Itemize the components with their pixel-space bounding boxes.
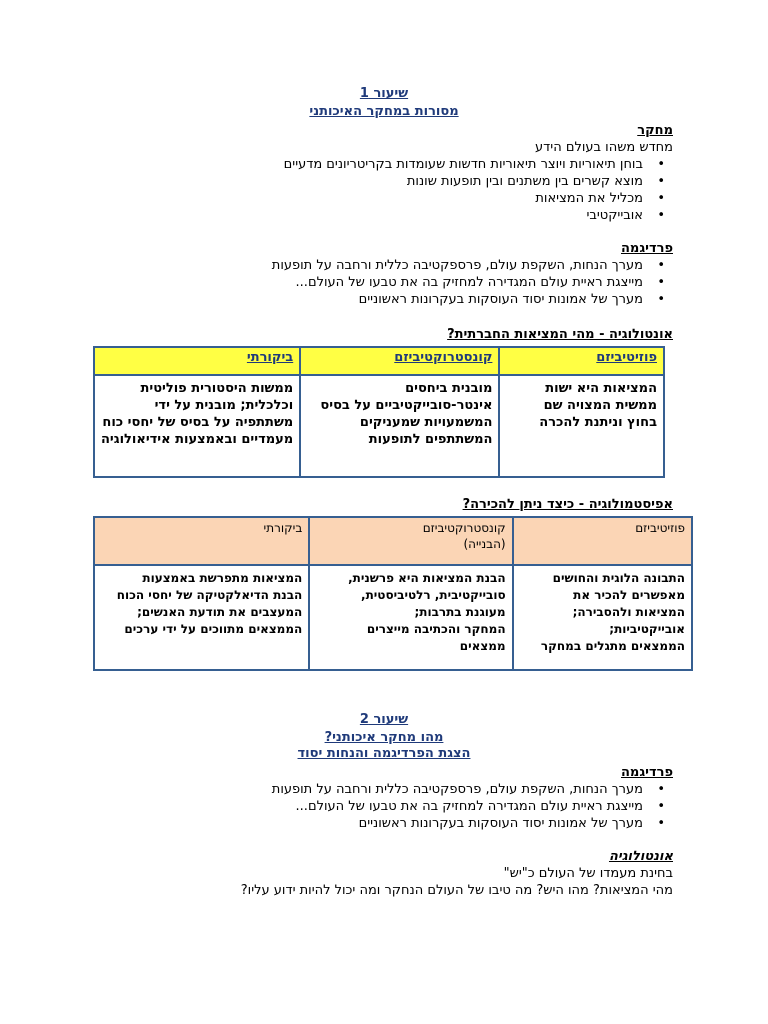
table-header-cell [94,517,309,565]
ontology2-line: בחינת מעמדו של העולם כ"יש" [503,866,673,881]
ontology-table [93,346,665,478]
table-header-cell [309,517,512,565]
cell-line: המשתתפים לתופעות [368,432,493,447]
table-cell [94,565,309,670]
table-header-cell [499,347,664,375]
cell-line: המחקר והכתיבה מייצרים [366,622,506,636]
lesson1-title: שיעור 1 [359,86,409,101]
lesson2-subtitle: מהו מחקר איכותני? [324,730,444,745]
lesson2-subtitle2: הצגת הפרדיגמה והנחות יסוד [297,746,471,761]
lesson2-title: שיעור 2 [359,712,409,727]
table-cell [309,565,512,670]
cell-line: סובייקטיבית, רלטיביסטית, [361,588,506,602]
cell-line: אינטר-סובייקטיביים על בסיס [320,398,493,413]
research-bullet: • בוחן תיאוריות ויוצר תיאוריות חדשות שעומדות בקריטריונים מדעיים [73,156,673,173]
cell-line: המשמעויות שמעניקים [359,415,493,430]
cell-line: המציאות מתפרשת באמצעות [142,571,303,585]
cell-line: מעוגנת בתרבות; [414,605,506,619]
cell-line: הממצאים מתגלים במחקר [540,639,685,653]
ontology2-heading: אונטולוגיה [608,849,673,864]
cell-line: ממשית המצויה שם [543,398,657,413]
paradigm2-section [73,764,673,832]
table-cell [94,375,300,477]
header-text: קונסטרוקטיביזם [422,521,506,535]
lesson1-subtitle: מסורות במחקר האיכותני [309,104,459,119]
research-heading: מחקר [637,123,673,138]
ontology-table-caption: אונטולוגיה - מהי המציאות החברתית? [447,327,673,342]
cell-line: מעמדיים ובאמצעות אידיאולוגיה [101,432,294,447]
cell-line: משתתפיה על בסיס של יחסי כוח [102,415,294,430]
paradigm1-bullet: • מערך הנחות, השקפת עולם, פרספקטיבה כללית ורחבה על תופעות [73,257,673,274]
paradigm2-bullet: • מערך של אמונות יסוד העוסקות בעקרונות ראשוניים [73,815,673,832]
cell-line: אובייקטיביות; [609,622,685,636]
paradigm1-section [73,240,673,308]
cell-line: המציאות ולהסבירה; [572,605,685,619]
table-cell [499,375,664,477]
header-text: קונסטרוקטיביזם [394,350,493,365]
table-header-row [94,347,664,375]
cell-line: בחוץ וניתנת להכרה [539,415,657,430]
cell-line: הבנת הדיאלקטיקה של יחסי הכוח [116,588,303,602]
paradigm2-heading: פרדיגמה [621,765,673,780]
header-text: (הבנייה) [463,537,506,551]
cell-line: ממשות היסטורית פוליטית [140,381,294,396]
table-header-cell [300,347,499,375]
header-text: ביקורתי [263,521,303,535]
header-text: פוזיטיביזם [596,350,657,365]
cell-line: מאפשרים להכיר את [573,588,685,602]
paradigm1-bullet: • מייצגת ראיית עולם המגדירה למחזיק בה את טבעו של העולם... [73,274,673,291]
cell-line: המציאות היא ישות [545,381,657,396]
research-bullet: • מכליל את המציאות [73,190,673,207]
cell-line: הממצאים מתווכים על ידי ערכים [124,622,303,636]
paradigm1-bullet: • מערך של אמונות יסוד העוסקות בעקרונות ראשוניים [73,291,673,308]
research-intro: מחדש משהו בעולם הידע [535,140,673,155]
paradigm2-bullet: • מייצגת ראיית עולם המגדירה למחזיק בה את טבעו של העולם... [73,798,673,815]
cell-line: וכלכלית; מובנית על ידי [154,398,294,413]
ontology2-section [73,848,673,899]
cell-line: הבנת המציאות היא פרשנית, [348,571,506,585]
table-cell [513,565,692,670]
cell-line: ממצאים [459,639,506,653]
cell-line: מובנית ביחסים [405,381,493,396]
cell-line: המעצבים את תודעת האנשים; [137,605,303,619]
epistemology-table-caption: אפיסטמולוגיה - כיצד ניתן להכירה? [462,497,673,512]
table-cell [300,375,499,477]
table-header-row [94,517,692,565]
table-row [94,565,692,670]
cell-line: התבונה הלוגית והחושים [552,571,685,585]
research-section [73,122,673,224]
research-bullet: • מוצא קשרים בין משתנים ובין תופעות שונות [73,173,673,190]
table-header-cell [513,517,692,565]
epistemology-table [93,516,693,671]
table-header-cell [94,347,300,375]
header-text: פוזיטיביזם [635,521,685,535]
table-row [94,375,664,477]
paradigm2-bullet: • מערך הנחות, השקפת עולם, פרספקטיבה כללית ורחבה על תופעות [73,781,673,798]
ontology2-line: מהי המציאות? מהו היש? מה טיבו של העולם הנחקר ומה יכול להיות ידוע עליו? [240,883,673,898]
research-bullet: • אובייקטיבי [73,207,673,224]
paradigm1-heading: פרדיגמה [621,241,673,256]
header-text: ביקורתי [246,350,294,365]
